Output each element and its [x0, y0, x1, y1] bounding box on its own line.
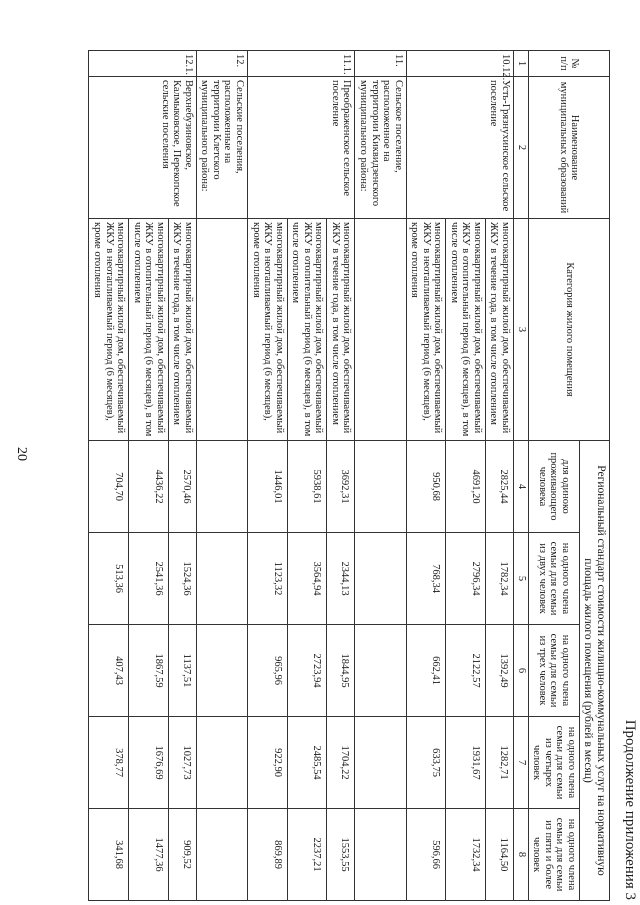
value-cell: 378,77 [89, 717, 129, 809]
col-index: 6 [513, 625, 528, 717]
table-row [485, 51, 513, 901]
value-cell: 909,52 [168, 809, 196, 901]
col-category-header: Категория жилого помещения [528, 219, 609, 441]
value-cell: 1867,59 [129, 625, 169, 717]
col-index: 2 [513, 77, 528, 219]
category-cell: многоквартирный жилой дом, обеспечиваемый ЖКУ в течение года, в том числе отоплением [485, 219, 513, 441]
table-row [168, 51, 196, 901]
value-cell: 1137,51 [168, 625, 196, 717]
value-cell: 662,41 [406, 625, 446, 717]
value-cell: 341,68 [89, 809, 129, 901]
value-cell: 1732,34 [446, 809, 486, 901]
value-cell: 596,66 [406, 809, 446, 901]
value-cell: 1844,95 [327, 625, 355, 717]
subheader-two: на одного члена семьи для семьи из двух человек [528, 533, 579, 625]
category-cell: многоквартирный жилой дом, обеспечиваемый ЖКУ в неотапливаемый период (6 месяцев), кроме отопления [89, 219, 129, 441]
section-name: Сельское поселение, расположенное на территории Киквидзенского муниципального района: [355, 77, 406, 219]
col-index: 3 [513, 219, 528, 441]
value-cell: 922,90 [248, 717, 288, 809]
col-index: 4 [513, 441, 528, 533]
category-cell: многоквартирный жилой дом, обеспечиваемый ЖКУ в течение года, в том числе отоплением [327, 219, 355, 441]
row-name: Верхнебузиновское, Калмыковское, Перекопское сельские поселения [89, 77, 196, 219]
value-cell: 2825,44 [485, 441, 513, 533]
value-cell: 1282,71 [485, 717, 513, 809]
category-cell: многоквартирный жилой дом, обеспечиваемый ЖКУ в отопительный период (6 месяцев), в том числе отоплением [129, 219, 169, 441]
value-cell: 1704,22 [327, 717, 355, 809]
row-number: 11.1. [248, 51, 355, 77]
column-index-row [513, 51, 528, 901]
value-cell: 1446,01 [248, 441, 288, 533]
value-cell: 1782,34 [485, 533, 513, 625]
value-cell: 704,70 [89, 441, 129, 533]
table-row [327, 51, 355, 901]
section-row [196, 51, 247, 901]
section-row [355, 51, 406, 901]
col-standard-header: Региональный стандарт стоимости жилищно-коммунальных услуг на нормативную площадь жилого помещения (рублей в месяц) [579, 441, 609, 901]
col-index: 1 [513, 51, 528, 77]
value-cell: 2723,94 [287, 625, 327, 717]
category-cell: многоквартирный жилой дом, обеспечиваемый ЖКУ в неотапливаемый период (6 месяцев), кроме отопления [406, 219, 446, 441]
value-cell: 2570,46 [168, 441, 196, 533]
value-cell: 965,96 [248, 625, 288, 717]
value-cell: 3564,94 [287, 533, 327, 625]
category-cell: многоквартирный жилой дом, обеспечиваемый ЖКУ в течение года, в том числе отоплением [168, 219, 196, 441]
value-cell: 1931,67 [446, 717, 486, 809]
section-name: Сельские поселения, расположенные на территории Клетского муниципального района: [196, 77, 247, 219]
col-number-header: № п/п [528, 51, 609, 77]
row-name: Усть-Грязнухинское сельское поселение [406, 77, 513, 219]
section-number: 12. [196, 51, 247, 77]
continuation-title: Продолжение приложения 3 [622, 719, 638, 900]
subheader-three: на одного члена семьи для семьи из трех человек [528, 625, 579, 717]
value-cell: 513,36 [89, 533, 129, 625]
value-cell: 2796,34 [446, 533, 486, 625]
value-cell: 2122,57 [446, 625, 486, 717]
value-cell: 2344,13 [327, 533, 355, 625]
col-index: 8 [513, 809, 528, 901]
standards-table [88, 50, 610, 901]
col-name-header: Наименование муниципальных образований [528, 77, 609, 219]
value-cell: 2485,54 [287, 717, 327, 809]
value-cell: 1477,36 [129, 809, 169, 901]
value-cell: 869,89 [248, 809, 288, 901]
value-cell: 1027,73 [168, 717, 196, 809]
row-number: 12.1. [89, 51, 196, 77]
value-cell: 768,34 [406, 533, 446, 625]
value-cell: 1524,36 [168, 533, 196, 625]
value-cell: 1164,50 [485, 809, 513, 901]
value-cell: 3692,31 [327, 441, 355, 533]
value-cell: 5938,61 [287, 441, 327, 533]
value-cell: 407,43 [89, 625, 129, 717]
value-cell: 2541,36 [129, 533, 169, 625]
subheader-single: для одиноко проживающего человека [528, 441, 579, 533]
category-cell: многоквартирный жилой дом, обеспечиваемый ЖКУ в отопительный период (6 месяцев), в том числе отоплением [446, 219, 486, 441]
row-name: Преображенское сельское поселение [248, 77, 355, 219]
row-number: 10.12. [406, 51, 513, 77]
value-cell: 1123,32 [248, 533, 288, 625]
subheader-four: на одного члена семьи для семьи из четырех человек [528, 717, 579, 809]
value-cell: 950,68 [406, 441, 446, 533]
category-cell: многоквартирный жилой дом, обеспечиваемый ЖКУ в отопительный период (6 месяцев), в том числе отоплением [287, 219, 327, 441]
category-cell: многоквартирный жилой дом, обеспечиваемый ЖКУ в неотапливаемый период (6 месяцев), кроме отопления [248, 219, 288, 441]
value-cell: 633,75 [406, 717, 446, 809]
header-row [579, 51, 609, 901]
section-number: 11. [355, 51, 406, 77]
col-index: 7 [513, 717, 528, 809]
subheader-five: на одного члена семьи для семьи из пяти и более человек [528, 809, 579, 901]
value-cell: 4436,22 [129, 441, 169, 533]
value-cell: 1553,55 [327, 809, 355, 901]
rotated-page [50, 50, 638, 900]
page-number: 20 [14, 447, 29, 461]
value-cell: 1676,69 [129, 717, 169, 809]
value-cell: 4691,20 [446, 441, 486, 533]
col-index: 5 [513, 533, 528, 625]
value-cell: 1392,49 [485, 625, 513, 717]
value-cell: 2237,21 [287, 809, 327, 901]
